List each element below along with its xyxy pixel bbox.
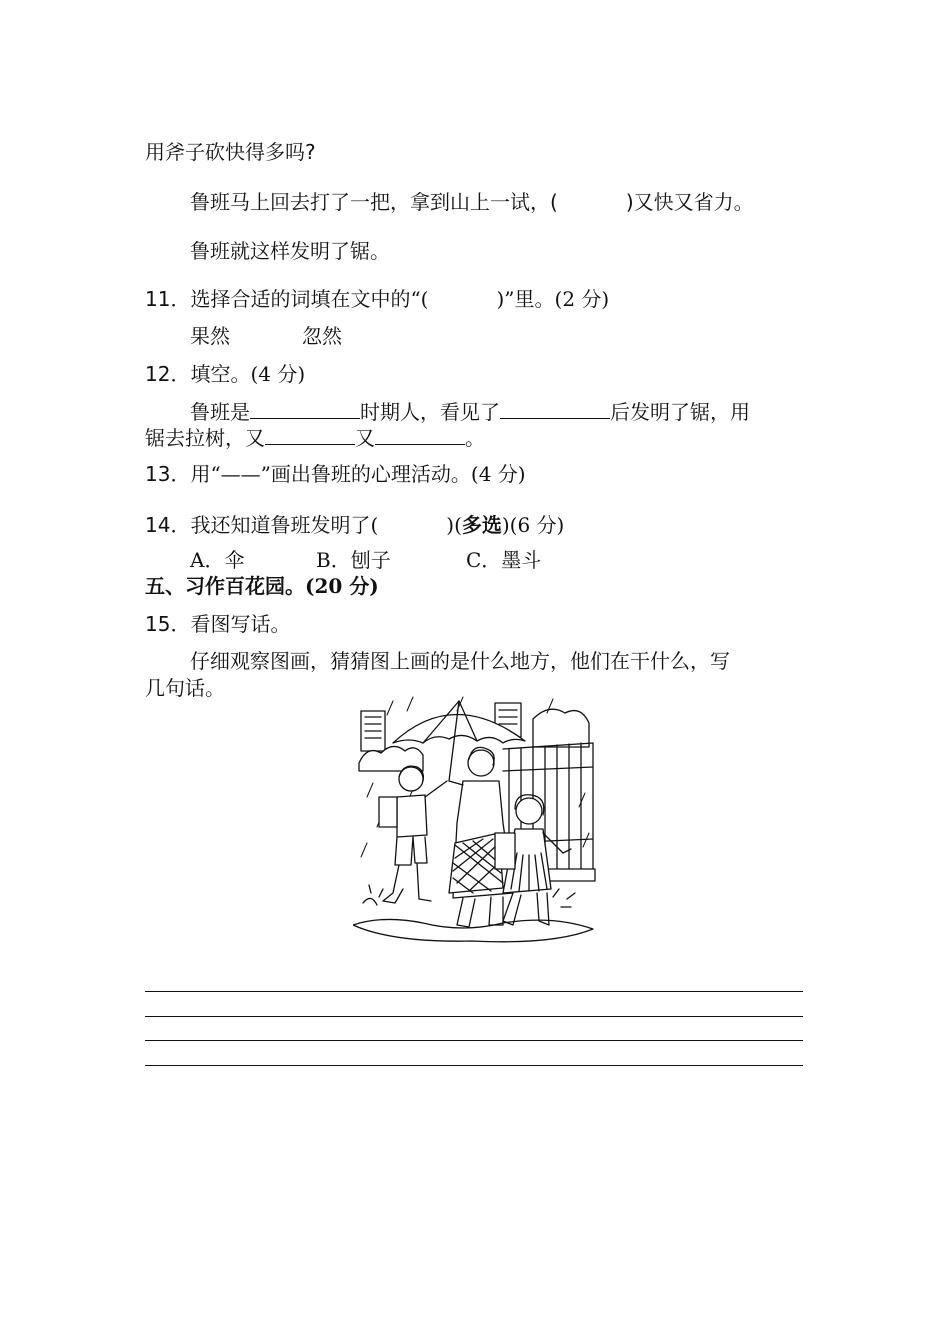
question-13 <box>145 461 526 487</box>
result-blank-1[interactable] <box>265 424 355 445</box>
question-14-option-c[interactable]: C．墨斗 <box>466 548 542 572</box>
question-14-number: 14． <box>145 513 191 537</box>
question-12-line-1 <box>190 398 750 425</box>
question-12-part-5: 又 <box>355 426 375 450</box>
question-12-number: 12． <box>145 362 191 386</box>
question-12-text: 填空。(4 分) <box>190 362 306 386</box>
question-11-option-2: 忽然 <box>302 324 342 348</box>
question-15-instruction-2: 几句话。 <box>145 676 225 700</box>
question-12 <box>145 361 305 387</box>
passage-line-1: 用斧子砍快得多吗? <box>145 140 316 164</box>
question-12-part-3: 后发明了锯，用 <box>610 400 750 424</box>
question-12-part-1: 鲁班是 <box>190 400 250 424</box>
question-14 <box>145 512 564 538</box>
question-14-option-b[interactable]: B．刨子 <box>316 548 391 572</box>
question-14-text-pre: 我还知道鲁班发明了( <box>190 513 379 537</box>
question-15 <box>145 611 290 637</box>
passage-line-3: 鲁班就这样发明了锯。 <box>190 239 390 263</box>
question-11-text-pre: 选择合适的词填在文中的“( <box>190 287 429 311</box>
era-blank[interactable] <box>250 398 360 419</box>
writing-line-3[interactable] <box>145 1040 803 1041</box>
question-11 <box>145 286 609 312</box>
result-blank-2[interactable] <box>375 424 465 445</box>
question-13-text: 用“——”画出鲁班的心理活动。(4 分) <box>190 462 526 486</box>
question-12-line-2 <box>145 424 485 451</box>
passage-line-2-pre: 鲁班马上回去打了一把，拿到山上一试，( <box>190 190 558 214</box>
passage-line-2 <box>190 189 754 215</box>
question-12-part-4: 锯去拉树，又 <box>145 426 265 450</box>
question-14-option-a[interactable]: A．伞 <box>190 548 245 572</box>
rainy-day-family-umbrella-illustration <box>353 693 597 953</box>
question-14-text-mid: )( <box>446 513 462 537</box>
question-11-number: 11． <box>145 287 191 311</box>
question-11-text-post: )”里。(2 分) <box>496 287 610 311</box>
writing-line-1[interactable] <box>145 991 803 992</box>
question-15-number: 15． <box>145 612 191 636</box>
section-5-title: 五、习作百花园。(20 分) <box>145 574 379 598</box>
writing-line-4[interactable] <box>145 1065 803 1066</box>
question-14-multi-select: 多选 <box>461 513 502 537</box>
saw-what-blank[interactable] <box>500 398 610 419</box>
question-12-part-6: 。 <box>465 426 485 450</box>
question-14-text-post: )(6 分) <box>501 513 565 537</box>
question-15-instruction-1: 仔细观察图画，猜猜图上画的是什么地方，他们在干什么，写 <box>190 649 730 673</box>
passage-line-2-post: )又快又省力。 <box>625 190 754 214</box>
writing-line-2[interactable] <box>145 1016 803 1017</box>
question-15-text: 看图写话。 <box>190 612 291 636</box>
question-11-option-1: 果然 <box>190 324 230 348</box>
question-12-part-2: 时期人，看见了 <box>360 400 500 424</box>
question-13-number: 13． <box>145 462 191 486</box>
